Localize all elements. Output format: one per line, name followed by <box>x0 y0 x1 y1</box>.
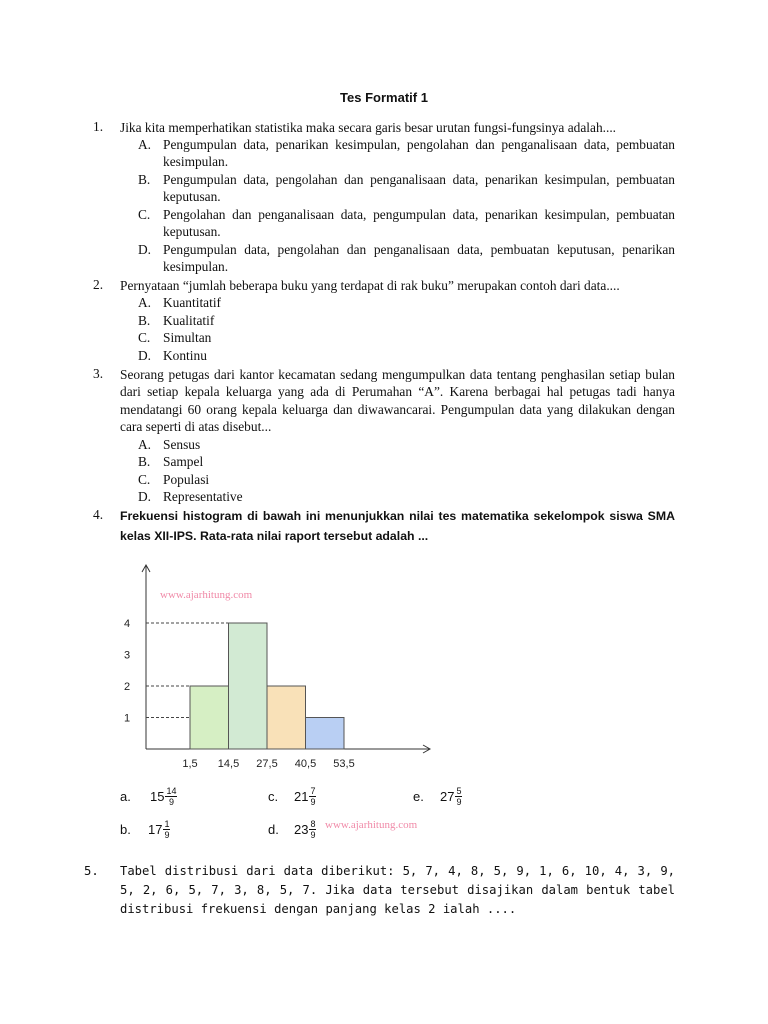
answer-c <box>268 786 316 807</box>
question-3-option-b <box>138 453 675 470</box>
option-text: Sampel <box>163 454 204 469</box>
question-1-option-b <box>138 171 675 206</box>
fraction-denominator: 9 <box>310 830 316 840</box>
question-5-number: 5. <box>84 864 99 878</box>
option-letter: C. <box>138 330 151 345</box>
option-text: Simultan <box>163 330 212 345</box>
question-3-text: Seorang petugas dari kantor kecamatan sedang mengumpulkan data tentang penghasilan setiap bulan dari setiap kepala keluarga yang ada di Perumahan “A”. Karena berbagai hal petugas tadi hanya mendatangi 60 orang kepala keluarga dan diwawancarai. Pengumpulan data yang dilakukan dengan cara seperti di atas disebut... <box>120 367 675 435</box>
y-tick-label: 4 <box>123 618 131 630</box>
fraction-numerator: 8 <box>310 819 316 829</box>
fraction-numerator: 7 <box>310 786 316 796</box>
watermark-chart: www.ajarhitung.com <box>160 589 253 601</box>
y-tick-label: 3 <box>123 649 131 662</box>
question-2-option-c <box>138 329 675 346</box>
question-1-number: 1. <box>93 119 104 134</box>
option-letter: D. <box>138 242 152 257</box>
x-tick-label: 1,5 <box>182 758 198 770</box>
histogram-bar <box>306 718 345 750</box>
answer-d <box>268 819 316 840</box>
answer-letter: e. <box>413 789 424 804</box>
option-text: Kontinu <box>163 348 207 363</box>
y-axis-arrow <box>142 565 150 572</box>
x-tick-label: 40,5 <box>294 758 317 770</box>
option-letter: A. <box>138 295 152 310</box>
answer-fraction <box>455 786 462 807</box>
x-tick-label: 27,5 <box>256 758 278 770</box>
answer-letter: a. <box>120 789 131 804</box>
option-text: Representative <box>163 489 243 504</box>
x-tick-label: 14,5 <box>217 758 240 770</box>
answer-whole: 17 <box>148 822 163 837</box>
answer-letter: d. <box>268 822 279 837</box>
question-2-option-d <box>138 347 675 364</box>
x-axis-arrow <box>423 745 430 753</box>
option-text: Kuantitatif <box>163 295 222 310</box>
page-title: Tes Formatif 1 <box>340 90 428 105</box>
question-3-option-d <box>138 488 675 505</box>
question-2-option-a <box>138 294 675 311</box>
fraction-denominator: 9 <box>310 797 316 807</box>
answer-whole: 21 <box>294 789 309 804</box>
histogram-bar <box>267 686 306 749</box>
question-1-option-a <box>138 136 675 171</box>
histogram-bar <box>190 686 229 749</box>
option-text: Kualitatif <box>163 313 215 328</box>
y-tick-label: 2 <box>123 681 131 693</box>
option-text: Pengumpulan data, penarikan kesimpulan, pengolahan dan penganalisaan data, pembuatan kesimpulan. <box>163 137 675 170</box>
question-3-number: 3. <box>93 366 104 381</box>
answer-e <box>413 786 462 807</box>
fraction-denominator: 9 <box>168 797 174 807</box>
answer-fraction <box>165 786 177 807</box>
fraction-numerator: 14 <box>166 786 177 796</box>
option-letter: B. <box>138 172 151 187</box>
answer-whole: 23 <box>294 822 309 837</box>
fraction-numerator: 5 <box>456 786 462 796</box>
fraction-denominator: 9 <box>456 797 462 807</box>
option-letter: C. <box>138 207 151 222</box>
question-1-option-d <box>138 241 675 276</box>
option-text: Sensus <box>163 437 201 452</box>
question-5-text: Tabel distribusi dari data diberikut: 5, 7, 4, 8, 5, 9, 1, 6, 10, 4, 3, 9, 5, 2, 6, 5, 7, 3, 8, 5, 7. Jika data tersebut disajikan dalam bentuk tabel distribusi frekuensi dengan panjang kelas 2 ialah .... <box>120 864 675 916</box>
option-text: Pengumpulan data, pengolahan dan penganalisaan data, penarikan kesimpulan, pembuatan keputusan. <box>163 172 675 205</box>
question-4-text: Frekuensi histogram di bawah ini menunjukkan nilai tes matematika sekelompok siswa SMA kelas XII-IPS. Rata-rata nilai raport tersebut adalah ... <box>120 509 675 543</box>
fraction-denominator: 9 <box>164 830 170 840</box>
option-letter: D. <box>138 489 152 504</box>
question-1-option-c <box>138 206 675 241</box>
x-tick-label: 53,5 <box>333 758 355 770</box>
option-text: Pengumpulan data, pengolahan dan penganalisaan data, pembuatan keputusan, penarikan kesimpulan. <box>163 242 675 275</box>
question-2-text: Pernyataan “jumlah beberapa buku yang terdapat di rak buku” merupakan contoh dari data.... <box>120 278 620 293</box>
fraction-numerator: 1 <box>164 819 170 829</box>
option-letter: A. <box>138 137 152 152</box>
answer-a <box>120 786 177 807</box>
watermark-answers: www.ajarhitung.com <box>325 819 418 831</box>
question-1-text: Jika kita memperhatikan statistika maka secara garis besar urutan fungsi-fungsinya adalah.... <box>120 120 617 135</box>
answer-b <box>120 819 170 840</box>
y-tick-label: 1 <box>123 712 131 725</box>
answer-fraction <box>163 819 170 840</box>
option-letter: A. <box>138 437 152 452</box>
question-3-option-c <box>138 471 675 488</box>
option-text: Populasi <box>163 472 210 487</box>
answer-letter: b. <box>120 822 131 837</box>
option-letter: C. <box>138 472 151 487</box>
question-3-option-a <box>138 436 675 453</box>
option-text: Pengolahan dan penganalisaan data, pengumpulan data, penarikan kesimpulan, pembuatan keputusan. <box>163 207 675 240</box>
question-2-option-b <box>138 312 675 329</box>
answer-whole: 15 <box>150 789 165 804</box>
answer-fraction <box>309 786 316 807</box>
histogram-bar <box>229 623 268 749</box>
question-2-number: 2. <box>93 277 104 292</box>
answer-fraction <box>309 819 316 840</box>
option-letter: B. <box>138 454 151 469</box>
answer-whole: 27 <box>440 789 455 804</box>
option-letter: D. <box>138 348 152 363</box>
answer-letter: c. <box>268 789 279 804</box>
question-4-number: 4. <box>93 507 104 522</box>
option-letter: B. <box>138 313 151 328</box>
